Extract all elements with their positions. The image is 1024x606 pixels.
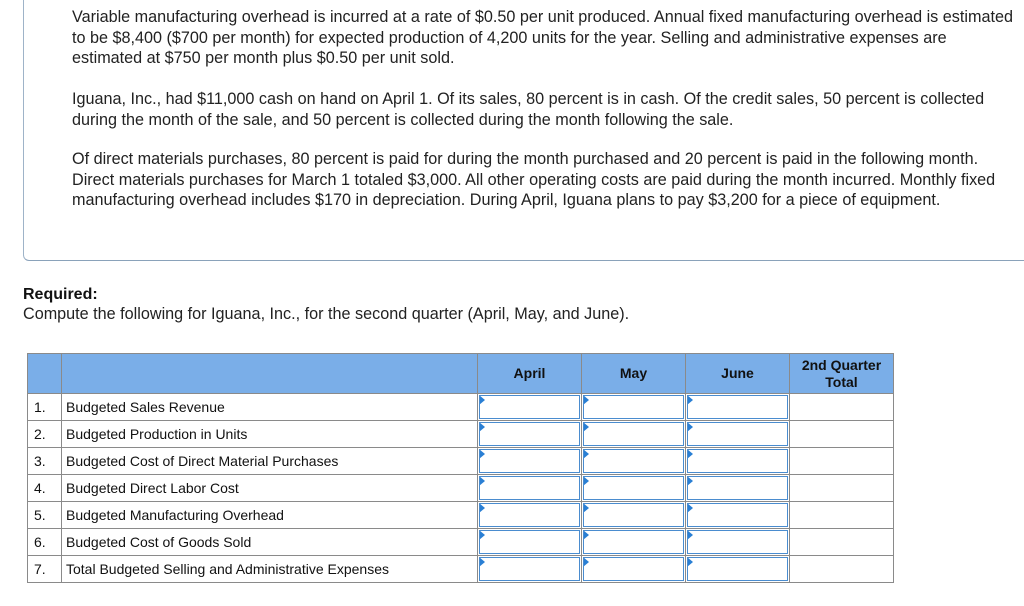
april-entry-cell[interactable] [478,475,582,502]
table-row [28,394,894,421]
table-row [28,556,894,583]
row-label: Budgeted Manufacturing Overhead [62,502,478,529]
row-number: 1. [28,394,62,421]
header-june: June [686,354,790,394]
row-label: Budgeted Cost of Direct Material Purchases [62,448,478,475]
may-input[interactable] [582,503,685,527]
april-input[interactable] [478,476,581,500]
may-entry-cell[interactable] [582,502,686,529]
row-label: Budgeted Sales Revenue [62,394,478,421]
table-row [28,502,894,529]
row-number: 4. [28,475,62,502]
june-entry-cell[interactable] [686,448,790,475]
header-quarter-total [790,354,894,394]
quarter-total-cell [790,529,894,556]
may-entry-cell[interactable] [582,556,686,583]
june-input[interactable] [686,422,789,446]
may-input[interactable] [582,449,685,473]
quarter-total-cell [790,475,894,502]
row-number: 7. [28,556,62,583]
quarter-total-cell [790,394,894,421]
header-total-line-1: 2nd Quarter [801,356,882,373]
table-row [28,475,894,502]
june-input[interactable] [686,476,789,500]
info-paragraph-2: Iguana, Inc., had $11,000 cash on hand on April 1. Of its sales, 80 percent is in cash. Of the credit sales, 50 percent is collected during the month of the sale, and 50 percent is collected during the month following the sale. [72,90,985,129]
june-entry-cell[interactable] [686,421,790,448]
april-input[interactable] [478,503,581,527]
header-total-line-2: Total [825,373,858,390]
june-entry-cell[interactable] [686,475,790,502]
may-entry-cell[interactable] [582,475,686,502]
required-instructions: Compute the following for Iguana, Inc., for the second quarter (April, May, and June). [23,305,630,323]
row-label: Budgeted Production in Units [62,421,478,448]
row-label: Total Budgeted Selling and Administrative Expenses [62,556,478,583]
table-header-row [28,354,894,394]
table-row [28,529,894,556]
info-paragraph-3: Of direct materials purchases, 80 percent is paid for during the month purchased and 20 percent is paid in the following month. Direct materials purchases for March 1 totaled $3,000. All other operating costs are paid during the month incurred. Monthly fixed manufacturing overhead includes $170 in depreciation. During April, Iguana plans to pay $3,200 for a piece of equipment. [72,150,996,209]
may-entry-cell[interactable] [582,448,686,475]
april-entry-cell[interactable] [478,394,582,421]
may-entry-cell[interactable] [582,421,686,448]
april-entry-cell[interactable] [478,556,582,583]
table-row [28,421,894,448]
april-entry-cell[interactable] [478,421,582,448]
april-input[interactable] [478,557,581,581]
june-entry-cell[interactable] [686,556,790,583]
june-input[interactable] [686,530,789,554]
quarter-total-cell [790,421,894,448]
june-entry-cell[interactable] [686,502,790,529]
june-input[interactable] [686,395,789,419]
april-entry-cell[interactable] [478,448,582,475]
row-number: 6. [28,529,62,556]
quarter-total-cell [790,502,894,529]
budget-table [27,353,894,583]
june-input[interactable] [686,449,789,473]
may-entry-cell[interactable] [582,394,686,421]
april-input[interactable] [478,530,581,554]
header-number-cell [28,354,62,394]
required-heading: Required: [23,286,98,303]
april-input[interactable] [478,422,581,446]
info-paragraph-1: Variable manufacturing overhead is incurred at a rate of $0.50 per unit produced. Annual fixed manufacturing overhead is estimated to be $8,400 ($700 per month) for expected production of 4,200 units for the year. Selling and administrative expenses are estimated at $750 per month plus $0.50 per unit sold. [72,8,1013,67]
may-entry-cell[interactable] [582,529,686,556]
june-entry-cell[interactable] [686,529,790,556]
april-input[interactable] [478,449,581,473]
april-entry-cell[interactable] [478,502,582,529]
row-label: Budgeted Direct Labor Cost [62,475,478,502]
header-may: May [582,354,686,394]
quarter-total-cell [790,556,894,583]
row-number: 2. [28,421,62,448]
quarter-total-cell [790,448,894,475]
may-input[interactable] [582,395,685,419]
june-input[interactable] [686,503,789,527]
table-row [28,448,894,475]
row-label: Budgeted Cost of Goods Sold [62,529,478,556]
row-number: 3. [28,448,62,475]
june-entry-cell[interactable] [686,394,790,421]
june-input[interactable] [686,557,789,581]
may-input[interactable] [582,530,685,554]
header-april: April [478,354,582,394]
april-entry-cell[interactable] [478,529,582,556]
may-input[interactable] [582,422,685,446]
header-label-cell [62,354,478,394]
may-input[interactable] [582,557,685,581]
row-number: 5. [28,502,62,529]
may-input[interactable] [582,476,685,500]
april-input[interactable] [478,395,581,419]
